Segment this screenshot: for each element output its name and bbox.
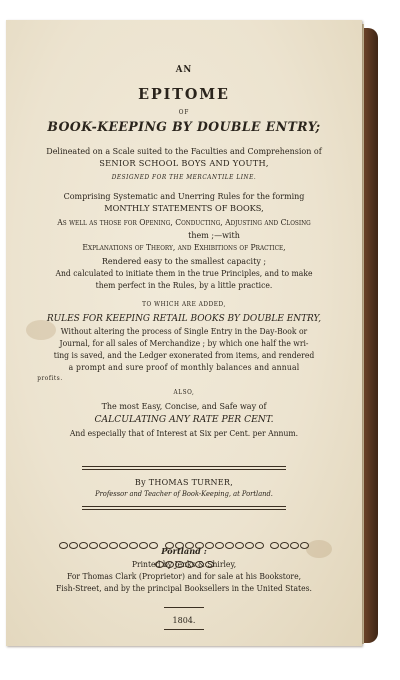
- imprint-line: Fish-Street, and by the principal Booksellers in the United States.: [56, 584, 312, 593]
- text-line: TO WHICH ARE ADDED,: [142, 301, 226, 308]
- divider-rule: [82, 506, 286, 510]
- text-line: Rendered easy to the smallest capacity ;: [101, 256, 267, 266]
- divider-rule: [82, 466, 286, 470]
- text-line: MONTHLY STATEMENTS OF BOOKS,: [104, 204, 264, 214]
- text-line: them perfect in the Rules, by a little practice.: [95, 281, 273, 290]
- imprint-line: Printed by Jenks & Shirley,: [131, 560, 237, 569]
- text-line: them ;—with: [188, 230, 240, 240]
- text-line: Explanations of Theory, and Exhibitions of Practice,: [82, 243, 286, 252]
- text-line: RULES FOR KEEPING RETAIL BOOKS BY DOUBLE ENTRY,: [46, 313, 322, 324]
- text-line: ALSO,: [173, 389, 195, 396]
- text-line: And especially that of Interest at Six per Cent. per Annum.: [69, 429, 299, 438]
- author-title: Professor and Teacher of Book-Keeping, at Portland.: [95, 490, 273, 498]
- imprint-year: 1804.: [172, 615, 196, 625]
- title-of: OF: [178, 109, 190, 116]
- text-line: Journal, for all sales of Merchandize ; by which one half the wri-: [59, 339, 309, 348]
- text-line: Comprising Systematic and Unerring Rules for the forming: [63, 191, 305, 201]
- text-line: a prompt and sure proof of monthly balances and annual: [68, 363, 300, 372]
- main-title: BOOK-KEEPING BY DOUBLE ENTRY;: [47, 120, 321, 135]
- text-line: DESIGNED FOR THE MERCANTILE LINE.: [111, 174, 257, 181]
- divider-rule: [164, 629, 204, 630]
- text-line: Delineated on a Scale suited to the Faculties and Comprehension of: [46, 146, 322, 156]
- author-name: By THOMAS TURNER,: [134, 477, 234, 487]
- text-line: ting is saved, and the Ledger exonerated from items, and rendered: [53, 351, 315, 360]
- text-line: As well as those for Opening, Conducting, Adjusting and Closing: [57, 218, 311, 227]
- imprint-place: Portland :: [161, 547, 207, 557]
- text-line: profits.: [37, 375, 63, 382]
- imprint-line: For Thomas Clark (Proprietor) and for sale at his Bookstore,: [66, 572, 302, 581]
- text-line: The most Easy, Concise, and Safe way of: [101, 401, 267, 411]
- ornamental-border: [54, 534, 314, 542]
- title-an: AN: [175, 65, 193, 75]
- text-line: CALCULATING ANY RATE PER CENT.: [94, 414, 274, 425]
- divider-rule: [164, 607, 204, 608]
- text-line: And calculated to initiate them in the true Principles, and to make: [55, 269, 313, 278]
- title-page: [6, 20, 362, 646]
- title-epitome: EPITOME: [138, 85, 230, 103]
- text-line: Without altering the process of Single Entry in the Day-Book or: [60, 327, 308, 336]
- text-line: SENIOR SCHOOL BOYS AND YOUTH,: [99, 159, 269, 169]
